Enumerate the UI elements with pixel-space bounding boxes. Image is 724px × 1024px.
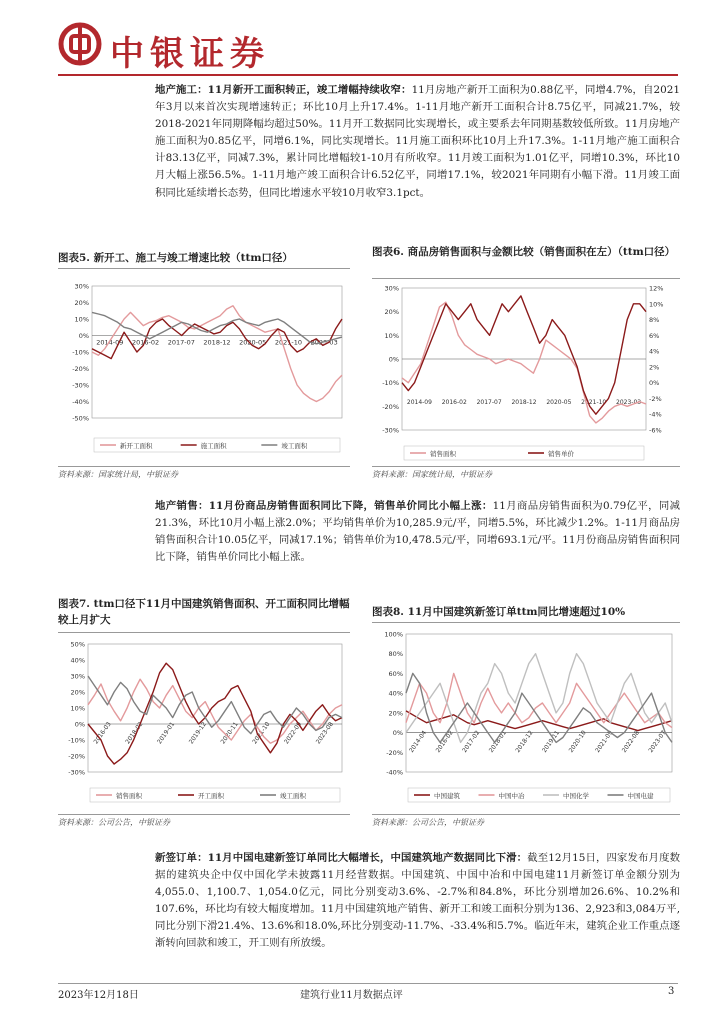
series-line-1 — [88, 679, 342, 743]
x-tick-label: 2019-01 — [156, 720, 177, 746]
x-tick-label: 2023-03 — [310, 338, 338, 347]
y-tick-label: 0% — [392, 729, 403, 738]
y-tick-label: -10% — [72, 348, 89, 357]
footer-divider — [58, 983, 678, 984]
figure-5-title: 图表5. 新开工、施工与竣工增速比较（ttm口径） — [58, 252, 293, 264]
paragraph-lead: 地产销售：11月份商品房销售面积同比下降，销售单价同比小幅上涨： — [155, 500, 493, 512]
x-tick-label: 2020-05 — [546, 399, 572, 406]
y-tick-label: -40% — [72, 398, 89, 406]
y-tick-label: 40% — [388, 689, 403, 698]
x-tick-label: 2014-09 — [96, 338, 124, 347]
footer-date: 2023年12月18日 — [58, 990, 139, 1001]
x-tick-label: 2018-12 — [511, 399, 537, 406]
x-tick-label: 2019-12 — [187, 720, 208, 746]
figure-6-rule — [372, 278, 680, 279]
y-tick-label: -30% — [382, 426, 399, 435]
y-tick-label: -20% — [382, 402, 399, 411]
figure-6-source: 资料来源：国家统计局，中银证券 — [372, 470, 492, 479]
x-tick-label: 2020-11 — [219, 720, 240, 746]
legend-label: 中国电建 — [627, 792, 654, 800]
figure-5-chart — [58, 274, 350, 458]
plot-frame — [92, 286, 342, 418]
x-tick-label: 2016-03 — [92, 720, 113, 746]
footer-page-number: 3 — [668, 986, 675, 997]
x-tick-label: 2016-02 — [434, 729, 455, 754]
y-tick-label: 0% — [388, 355, 399, 364]
brand-name: 中银证券 — [110, 34, 270, 74]
paragraph-lead: 新签订单：11月中国电建新签订单同比大幅增长，中国建筑地产数据同比下滑： — [155, 852, 528, 864]
y2-tick-label: 6% — [649, 331, 660, 340]
y-tick-label: 10% — [74, 315, 89, 324]
x-tick-label: 2018-02 — [124, 720, 145, 746]
bank-logo-icon — [58, 22, 102, 66]
y-tick-label: 30% — [74, 282, 89, 291]
x-tick-label: 2017-02 — [461, 729, 482, 754]
x-tick-label: 2020-05 — [239, 338, 267, 347]
figure-8-title: 图表8. 11月中国建筑新签订单ttm同比增速超过10% — [372, 606, 626, 618]
x-tick-label: 2016-02 — [131, 338, 160, 347]
paragraph-orders — [155, 850, 680, 953]
y-tick-label: -30% — [72, 381, 89, 390]
x-tick-label: 2017-07 — [476, 399, 502, 406]
x-tick-label: 2018-12 — [203, 338, 231, 347]
legend-label: 销售单价 — [548, 450, 574, 458]
y-tick-label: 30% — [70, 672, 85, 681]
figure-5-bottom-rule — [58, 466, 350, 467]
x-tick-label: 2018-12 — [514, 729, 535, 754]
paragraph-sales — [155, 498, 680, 566]
figure-8-source: 资料来源：公司公告，中银证券 — [372, 818, 484, 827]
y2-tick-label: 0% — [649, 379, 660, 388]
y2-tick-label: 12% — [649, 284, 664, 293]
paragraph-body: 截至12月15日，四家发布月度数据的建筑央企中仅中国化学未披露11月经营数据。中国建筑、中国中冶和中国电建11月新签订单金额分别为4,055.0、1,100.7、1,054.0亿元，同比分别变动3.6%、-2.7%和84.8%，环比分别增加26.6%、10.2%和107.6%，环比均有较大幅度增加。11月中国建筑地产销售、新开工和竣工面积分别为136、2,923和3,084万平,同比分别下滑21.4%、13.6%和18.0%,环比分别变动-11.7%、-33.4%和5.7%。临近年末，建筑企业工作重点逐渐转向回款和竣工，开工则有所放缓。 — [155, 852, 680, 950]
y-tick-label: 0% — [74, 720, 85, 729]
legend-label: 销售面积 — [116, 792, 142, 800]
plot-frame — [88, 644, 342, 772]
figure-6-bottom-rule — [372, 466, 680, 467]
x-tick-label: 2016-02 — [441, 399, 467, 406]
figure-7-rule — [58, 632, 350, 633]
figure-8-bottom-rule — [372, 814, 680, 815]
x-tick-label: 2021-10 — [581, 399, 607, 406]
figure-6-chart — [372, 282, 680, 466]
x-tick-label: 2020-10 — [567, 729, 588, 754]
y2-tick-label: -6% — [649, 426, 662, 435]
legend-label: 中国中冶 — [498, 792, 525, 800]
paragraph-body: 11月房地产新开工面积为0.88亿平，同增4.7%，自2021年3月以来首次实现增速转正；环比10月上升17.4%。1-11月地产新开工面积合计8.75亿平，同减21.7%，较2018-2021年同期降幅均超过50%。11月开工数据同比实现增长，或主要系去年同期基数较低所致。11月房地产施工面积为0.85亿平，同增6.1%，同比实现增长。11月施工面积环比10月上升17.3%。1-11月地产施工面积合计83.13亿平，同减7.3%，累计同比增幅较1-10月有所收窄。11月竣工面积为1.01亿平，同增10.3%，环比10月大幅上涨56.5%。1-11月地产竣工面积合计6.52亿平，同增17.1%，较2021年同期有小幅下滑。11月竣工面积同比延续增长态势，但同比增速水平较10月收窄3.1pct。 — [155, 84, 680, 199]
x-tick-label: 2022-08 — [620, 729, 641, 754]
y-tick-label: -10% — [382, 379, 399, 388]
y-tick-label: 20% — [384, 308, 399, 317]
legend-label: 中国化学 — [563, 792, 589, 800]
legend-label: 新开工面积 — [120, 442, 153, 450]
y-tick-label: -20% — [68, 752, 85, 761]
figure-5-source: 资料来源：国家统计局，中银证券 — [58, 470, 178, 479]
x-tick-label: 2021-10 — [251, 720, 272, 746]
y-tick-label: 40% — [70, 656, 85, 665]
y2-tick-label: 8% — [649, 316, 660, 325]
y2-tick-label: -4% — [649, 410, 662, 419]
x-tick-label: 2023-08 — [314, 720, 335, 746]
paragraph-construction — [155, 82, 680, 202]
series-line-1 — [92, 306, 342, 402]
x-tick-label: 2021-10 — [274, 338, 303, 347]
figure-7-source: 资料来源：公司公告，中银证券 — [58, 818, 170, 827]
x-tick-label: 2023-03 — [616, 399, 642, 406]
y-tick-label: -10% — [68, 736, 85, 745]
figure-8-chart — [372, 626, 680, 808]
y-tick-label: 80% — [388, 650, 403, 659]
legend-label: 竣工面积 — [280, 792, 306, 800]
y-tick-label: -40% — [386, 768, 403, 777]
figure-6-title: 图表6. 商品房销售面积与金额比较（销售面积在左）（ttm口径） — [372, 246, 676, 258]
y-tick-label: 100% — [384, 630, 403, 639]
figure-7-bottom-rule — [58, 814, 350, 815]
y-tick-label: 30% — [384, 284, 399, 293]
y-tick-label: -20% — [386, 748, 403, 757]
y-tick-label: 20% — [70, 688, 85, 697]
x-tick-label: 2014-09 — [406, 399, 432, 406]
y-tick-label: -20% — [72, 365, 89, 373]
header-divider — [58, 74, 678, 76]
y-tick-label: 20% — [74, 299, 89, 307]
paragraph-body: 11月商品房销售面积为0.79亿平，同减21.3%，环比10月小幅上涨2.0%；平均销售单价为10,285.9元/平，同增5.5%，环比减少1.2%。1-11月商品房销售面积合计10.05亿平，同减17.1%；销售单价为10,478.5元/平，同增693.1元/平。11月份商品房销售面积同比下降，销售单价同比小幅上涨。 — [155, 500, 680, 564]
x-tick-label: 2019-11 — [541, 729, 562, 754]
y2-tick-label: -2% — [649, 394, 662, 403]
paragraph-lead: 地产施工：11月新开工面积转正，竣工增幅持续收窄： — [155, 84, 412, 96]
figure-5-rule — [58, 268, 350, 269]
y2-tick-label: 4% — [649, 347, 660, 356]
figure-7-chart — [58, 636, 350, 808]
series-line-2 — [402, 296, 646, 414]
y-tick-label: 60% — [388, 669, 403, 678]
legend-label: 销售面积 — [430, 450, 456, 458]
x-tick-label: 2021-09 — [594, 729, 615, 754]
y-tick-label: 50% — [70, 640, 85, 649]
legend-label: 竣工面积 — [281, 442, 308, 450]
figure-8-rule — [372, 622, 680, 623]
y-tick-label: 0% — [78, 332, 89, 340]
x-tick-label: 2014-04 — [408, 729, 429, 754]
x-tick-label: 2023-07 — [647, 729, 668, 754]
y-tick-label: -30% — [68, 768, 85, 777]
figure-7-title: 图表7. ttm口径下11月中国建筑销售面积、开工面积同比增幅较上月扩大 — [58, 598, 350, 626]
plot-frame — [406, 634, 672, 772]
y-tick-label: 20% — [388, 709, 403, 718]
report-header — [58, 22, 678, 72]
y-tick-label: 10% — [384, 331, 399, 340]
x-tick-label: 2017-07 — [167, 338, 195, 347]
y-tick-label: 10% — [70, 704, 85, 713]
legend-label: 中国建筑 — [434, 792, 460, 800]
y2-tick-label: 10% — [649, 300, 664, 309]
legend-label: 施工面积 — [200, 442, 227, 450]
y2-tick-label: 2% — [649, 363, 660, 372]
x-tick-label: 2018-01 — [487, 729, 508, 754]
footer-title: 建筑行业11月数据点评 — [300, 990, 403, 1001]
x-tick-label: 2022-09 — [283, 720, 304, 746]
y-tick-label: -50% — [72, 414, 89, 423]
legend-label: 开工面积 — [198, 792, 224, 800]
